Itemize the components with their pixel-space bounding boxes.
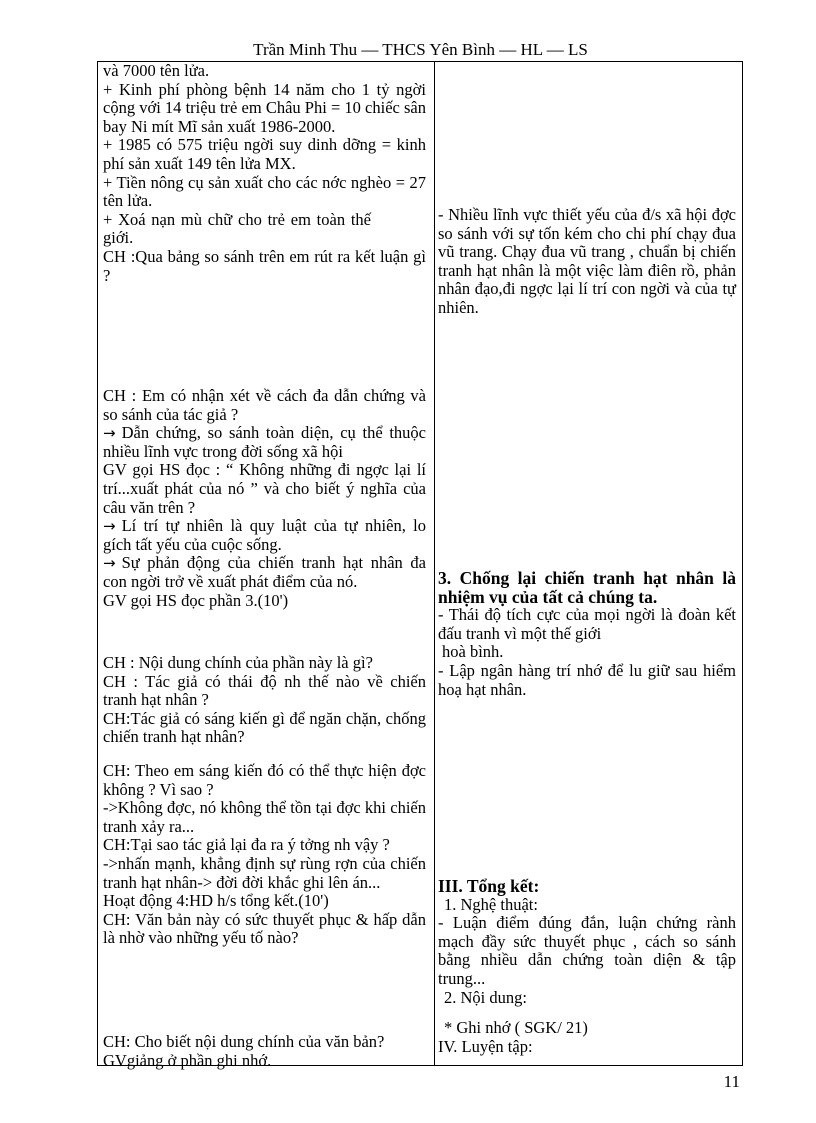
question-text: CH: Theo em sáng kiến đó có thể thực hiện đợc không ? Vì sao ? bbox=[103, 761, 426, 799]
question-text: CH: Văn bản này có sức thuyết phục & hấp dẫn là nhờ vào những yếu tố nào? bbox=[103, 909, 426, 948]
answer-text: → Lí trí tự nhiên là quy luật của tự nhiên, lo gích tất yếu của cuộc sống. bbox=[103, 516, 426, 554]
right-block-3 bbox=[438, 877, 736, 1007]
arrow-right-icon: → bbox=[103, 424, 116, 443]
question-text: CH : Em có nhận xét về cách đa dẫn chứng và so sánh của tác giả ? bbox=[103, 386, 426, 424]
instruction-text: GV gọi HS đọc phần 3.(10') bbox=[103, 590, 289, 610]
right-block-4 bbox=[438, 1019, 736, 1056]
text-paragraph: + Tiền nông cụ sản xuất cho các nớc nghèo = 27 tên lửa. bbox=[103, 172, 426, 211]
content-text: hoà bình. bbox=[442, 642, 504, 662]
section-heading: III. Tổng kết: bbox=[438, 876, 540, 896]
activity-heading: Hoạt động 4:HD h/s tổng kết.(10') bbox=[103, 891, 329, 911]
question-text: CH:Tác giả có sáng kiến gì để ngăn chặn, chống chiến tranh hạt nhân? bbox=[103, 708, 426, 747]
right-block-1 bbox=[438, 206, 736, 318]
content-text: - Luận điểm đúng đắn, luận chứng rành mạch đầy sức thuyết phục , cách so sánh bằng nhiều dẫn chứng toàn diện & tập trung... bbox=[438, 913, 736, 988]
section-heading: 3. Chống lại chiến tranh hạt nhân là nhiệm vụ của tất cả chúng ta. bbox=[438, 568, 736, 607]
page-number: 11 bbox=[723, 1072, 740, 1091]
question-text: CH: Cho biết nội dung chính của văn bản? bbox=[103, 1032, 385, 1051]
left-block-2 bbox=[103, 387, 426, 610]
page-header: Trần Minh Thu — THCS Yên Bình — HL — LS bbox=[253, 40, 588, 59]
left-block-3 bbox=[103, 654, 426, 747]
question-text: CH :Qua bảng so sánh trên em rút ra kết luận gì ? bbox=[103, 246, 426, 285]
left-block-1 bbox=[103, 62, 426, 285]
section-heading: IV. Luyện tập: bbox=[438, 1036, 533, 1056]
text-paragraph: + 1985 có 575 triệu ngời suy dinh dỡng = kinh phí sản xuất 149 tên lửa MX. bbox=[103, 135, 426, 173]
column-divider bbox=[434, 62, 435, 1066]
question-text: GV gọi HS đọc : “ Không những đi ngợc lại lí trí...xuất phát của nó ” và cho biết ý nghĩa của câu văn trên ? bbox=[103, 460, 426, 517]
arrow-right-icon: → bbox=[103, 554, 116, 573]
content-text: - Lập ngân hàng trí nhớ để lu giữ sau hiểm hoạ hạt nhân. bbox=[438, 660, 736, 699]
subheading: 2. Nội dung: bbox=[444, 987, 527, 1007]
answer-text: → Dẫn chứng, so sánh toàn diện, cụ thể thuộc nhiều lĩnh vực trong đời sống xã hội bbox=[103, 423, 426, 461]
left-block-5 bbox=[103, 1033, 426, 1070]
subheading: 1. Nghệ thuật: bbox=[444, 894, 538, 914]
conclusion-text: - Nhiều lĩnh vực thiết yếu của đ/s xã hội đợc so sánh với sự tốn kém cho chi phí chạy đua vũ trang. Chạy đua vũ trang , chuẩn bị chiến tranh hạt nhân là một việc làm điên rồ, phản nhân đạo,đi ngợc lại lí trí con ngời và của tự nhiên. bbox=[438, 205, 736, 317]
answer-text: ->Không đợc, nó không thể tồn tại đợc khi chiến tranh xảy ra... bbox=[103, 798, 426, 836]
content-text: * Ghi nhớ ( SGK/ 21) bbox=[444, 1018, 588, 1037]
right-block-2 bbox=[438, 569, 736, 699]
question-text: CH : Nội dung chính của phần này là gì? bbox=[103, 653, 373, 672]
content-text: - Thái độ tích cực của mọi ngời là đoàn kết đấu tranh vì một thế giới bbox=[438, 605, 736, 643]
answer-text: ->nhấn mạnh, khẳng định sự rùng rợn của chiến tranh hạt nhân-> đời đời khắc ghi lên án... bbox=[103, 853, 426, 892]
question-text: CH : Tác giả có thái độ nh thế nào về chiến tranh hạt nhân ? bbox=[103, 671, 426, 710]
question-text: CH:Tại sao tác giả lại đa ra ý tởng nh vậy ? bbox=[103, 835, 390, 855]
arrow-right-icon: → bbox=[103, 517, 116, 536]
text-line: và 7000 tên lửa. bbox=[103, 61, 210, 80]
text-paragraph: + Xoá nạn mù chữ cho trẻ em toàn thế giới. bbox=[103, 209, 371, 248]
left-block-4 bbox=[103, 762, 426, 948]
answer-text: → Sự phản động của chiến tranh hạt nhân đa con ngời trở về xuất phát điểm của nó. bbox=[103, 553, 426, 591]
instruction-text: GVgiảng ở phần ghi nhớ. bbox=[103, 1050, 272, 1070]
text-paragraph: + Kinh phí phòng bệnh 14 năm cho 1 tỷ ngời cộng với 14 triệu trẻ em Châu Phi = 10 chiếc sân bay Ni mít Mĩ sản xuất 1986-2000. bbox=[103, 79, 426, 136]
